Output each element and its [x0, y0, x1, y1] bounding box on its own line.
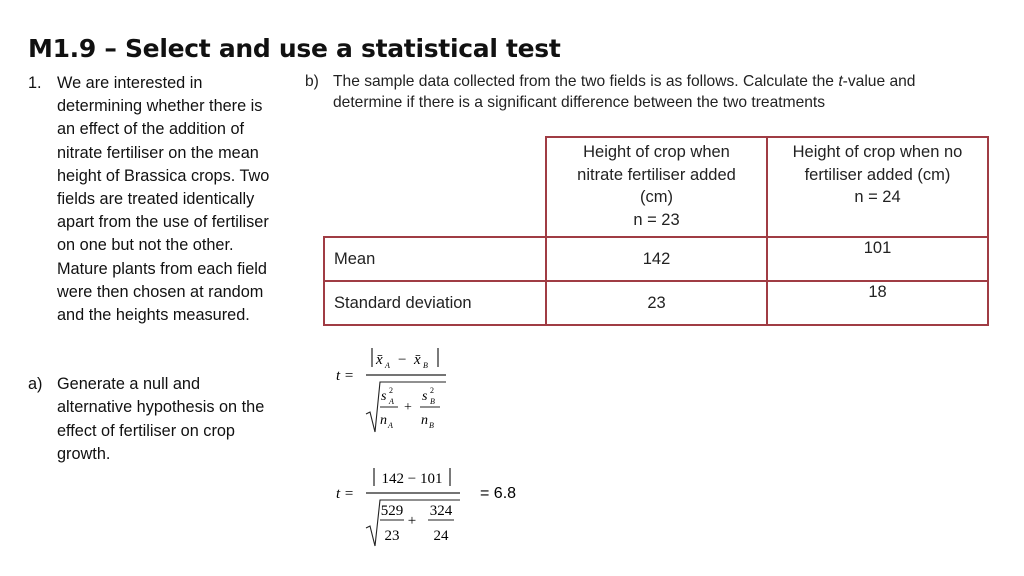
- formula-n-sub-b: B: [429, 421, 434, 430]
- worked-t: t =: [336, 486, 355, 502]
- sample-data-table: [323, 136, 989, 326]
- formula-t: t =: [336, 368, 355, 384]
- col2-header-line: n = 24: [854, 188, 901, 206]
- formula-minus: −: [398, 352, 407, 368]
- col-fertiliser-header: [546, 137, 767, 237]
- worked-plus: +: [407, 513, 417, 529]
- table-cell: 142: [546, 237, 767, 281]
- formula-s-sub-a: A: [389, 397, 394, 406]
- worked-frac1-num: 529: [380, 503, 404, 519]
- part-b-text-end: -value and determine if there is a significant difference between the two treatments: [333, 73, 916, 111]
- table-cell: 101: [767, 237, 988, 281]
- worked-numerator: 142 − 101: [381, 471, 443, 487]
- formula-exp-b: 2: [430, 386, 434, 395]
- col1-header-line: (cm): [640, 188, 673, 206]
- question-part-b: [305, 71, 985, 113]
- col1-header-line: Height of crop when: [583, 143, 730, 161]
- col2-header-line: Height of crop when no: [792, 143, 963, 161]
- question-1: [28, 72, 278, 327]
- formula-n-b: n: [421, 413, 428, 428]
- table-header-row: [324, 137, 988, 237]
- table-cell: 18: [767, 281, 988, 325]
- formula-plus: +: [404, 400, 412, 415]
- question-text: We are interested in determining whether there is an effect of the addition of nitrate fertiliser on the mean height of Brassica crops. Two fields are treated identically apart from the use of fertiliser on one but not the other. Mature plants from each field were then chosen at random and the heights measured.: [57, 74, 270, 325]
- row-label: Mean: [324, 237, 546, 281]
- col1-header-line: nitrate fertiliser added: [577, 165, 736, 184]
- t-test-worked-example: [330, 462, 530, 552]
- formula-s-a: s: [381, 389, 387, 404]
- table-corner-cell: [324, 137, 546, 237]
- formula-s-sub-b: B: [430, 397, 435, 406]
- col2-header-line: fertiliser added (cm): [804, 165, 951, 184]
- formula-sub-b: B: [423, 361, 428, 370]
- worked-frac1-den: 23: [384, 528, 400, 544]
- part-a-text: Generate a null and alternative hypothesis on the effect of fertiliser on crop growth.: [57, 375, 265, 463]
- col1-header-line: n = 23: [633, 210, 680, 229]
- question-number: 1.: [28, 74, 42, 92]
- row-label: Standard deviation: [324, 281, 546, 325]
- table-cell: 23: [546, 281, 767, 325]
- worked-result: = 6.8: [480, 485, 517, 502]
- part-b-text: [333, 71, 985, 113]
- question-panel: [28, 72, 278, 466]
- question-part-a: [28, 373, 278, 466]
- part-b-t-italic: t: [838, 73, 843, 90]
- table-row: [324, 237, 988, 281]
- t-test-formula: [330, 340, 460, 440]
- formula-exp-a: 2: [389, 386, 393, 395]
- worked-frac2-den: 24: [433, 528, 449, 544]
- formula-n-a: n: [380, 413, 387, 428]
- part-b-text-start: The sample data collected from the two fields is as follows. Calculate the: [333, 73, 839, 90]
- formula-s-b: s: [422, 389, 428, 404]
- formula-n-sub-a: A: [388, 421, 393, 430]
- formula-xbar-b: x̄: [414, 352, 421, 368]
- formula-sub-a: A: [385, 361, 390, 370]
- part-a-label: a): [28, 375, 43, 394]
- table-row: [324, 281, 988, 325]
- part-b-label: b): [305, 73, 319, 90]
- col-no-fertiliser-header: [767, 137, 988, 237]
- worked-frac2-num: 324: [429, 503, 453, 519]
- formula-xbar-a: x̄: [376, 352, 383, 368]
- slide-title: M1.9 – Select and use a statistical test: [28, 34, 561, 63]
